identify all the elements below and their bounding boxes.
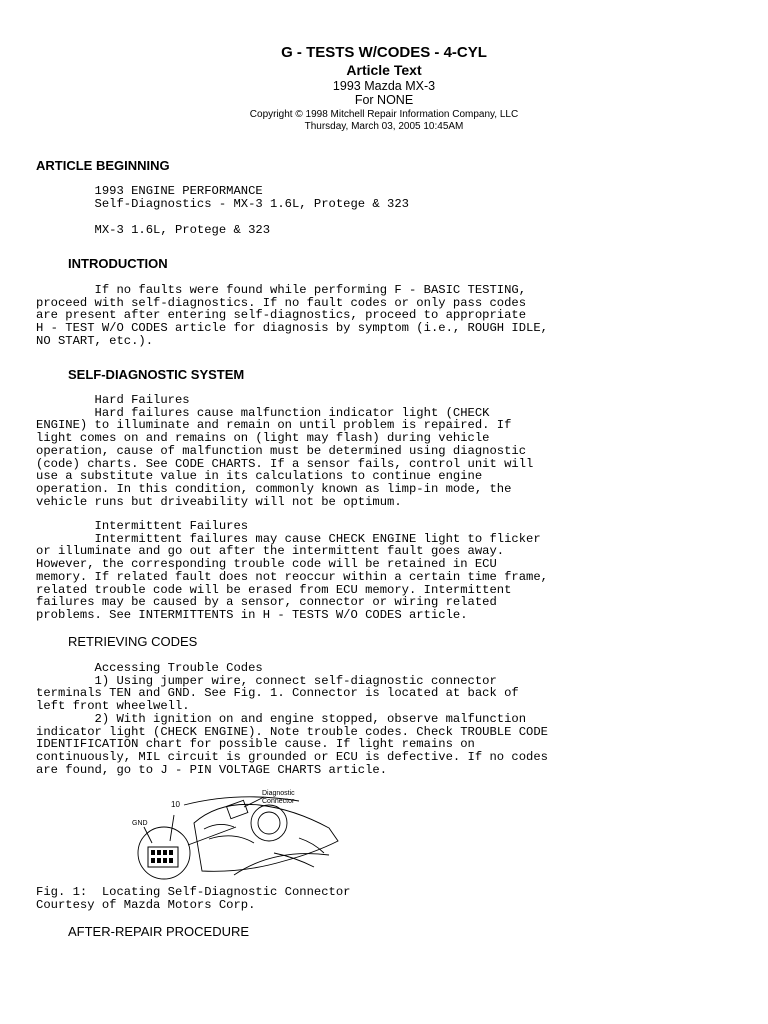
engine-outline [194,804,338,871]
connector-location-figure [124,783,346,883]
article-title: G - TESTS W/CODES - 4-CYL [281,44,487,61]
label-diagnostic: Diagnostic [262,790,295,797]
valve-cover-round [251,805,287,841]
heading-introduction: INTRODUCTION [68,256,168,271]
print-date: Thursday, March 03, 2005 10:45AM [304,121,464,132]
vehicle-name: 1993 Mazda MX-3 [332,79,436,93]
figure-caption: Fig. 1: Locating Self-Diagnostic Connector Courtesy of Mazda Motors Corp. [36,885,351,912]
heading-article-beginning: ARTICLE BEGINNING [36,158,170,173]
for-label: For NONE [354,93,414,107]
wheelwell-curve [234,854,329,875]
accessing-trouble-codes-text: Accessing Trouble Codes 1) Using jumper wire, connect self-diagnostic connector terminals TEN and GND. See Fig. 1. Connector is located at back of left front wheelwell. 2) With ignition on and engine stopped, observe malfunction indicator light (CHECK ENGINE). Note trouble codes. Check TROUBLE CODE IDENTIFICATION chart for possible cause. If light remains on continuously, MIL circuit is grounded or ECU is defective. If no codes are found, go to J - PIN VOLTAGE CHARTS article. [36,661,548,777]
engine-performance-text: 1993 ENGINE PERFORMANCE Self-Diagnostics - MX-3 1.6L, Protege & 323 [94,184,409,211]
intermittent-failures-text: Intermittent Failures Intermittent failures may cause CHECK ENGINE light to flicker or illuminate and go out after the intermittent fault goes away. However, the corresponding trouble code will be retained in ECU memory. If related fault does not reoccur within a certain time frame, related trouble code will be erased from ECU memory. Intermittent failures may be caused by a sensor, connector or wiring related problems. See INTERMITTENTS in H - TESTS W/O CODES article. [36,519,548,622]
label-gnd: GND [132,820,148,827]
copyright-notice: Copyright © 1998 Mitchell Repair Information Company, LLC [249,109,519,120]
heading-self-diagnostic-system: SELF-DIAGNOSTIC SYSTEM [68,367,245,382]
heading-after-repair-procedure: AFTER-REPAIR PROCEDURE [68,924,250,939]
hard-failures-text: Hard Failures Hard failures cause malfunction indicator light (CHECK ENGINE) to illuminate and remain on until problem is repaired. If light comes on and remains on (light may flash) during vehicle operation, cause of malfunction must be determined using diagnostic (code) charts. See CODE CHARTS. If a sensor fails, control unit will use a substitute value in its calculations to continue engine operation. In this condition, commonly known as limp-in mode, the vehicle runs but driveability will not be optimum. [36,393,534,509]
diagnostic-connector-box [226,800,247,818]
models-text: MX-3 1.6L, Protege & 323 [36,223,271,237]
label-connector: Connector [262,798,295,805]
heading-retrieving-codes: RETRIEVING CODES [68,634,198,649]
label-10: 10 [171,800,180,809]
introduction-text: If no faults were found while performing F - BASIC TESTING, proceed with self-diagnostics. If no fault codes or only pass codes are present after entering self-diagnostics, proceed to appropriate H - TEST W/O CODES article for diagnosis by symptom (i.e., ROUGH IDLE, NO START, etc.). [36,283,548,348]
article-subtitle: Article Text [346,62,422,78]
